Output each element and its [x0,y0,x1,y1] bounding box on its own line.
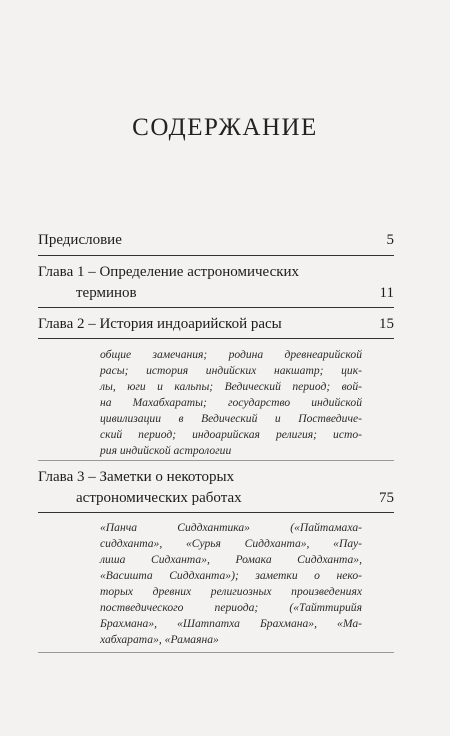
summary-line: хабхарата», «Рамаяна» [100,633,219,646]
toc-entry-page: 15 [379,316,394,332]
toc-entry-chapter-1 [38,262,394,304]
toc-entry-chapter-2 [38,314,394,335]
summary-line: «Панча Сиддхантика» («Пайтамаха- [100,521,362,534]
summary-line: лиша Сидханта», Ромака Сиддханта», [100,553,362,566]
summary-line: торых древних религиозных произведениях [100,585,362,598]
summary-line: рия индийской астрологии [100,444,232,457]
toc-entry-title-continued: астрономических работах [76,490,242,506]
toc-entry-page: 5 [386,232,394,248]
summary-line: постведического периода; («Тайттирийя [100,601,362,614]
summary-line: «Васишта Сиддханта»); заметки о неко- [100,569,362,582]
toc-entry-title: Глава 1 – Определение астрономических [38,264,300,280]
toc-entry-title: Предисловие [38,232,122,248]
divider [38,338,394,339]
summary-line: лы, юги и кальпы; Ведический период; вой- [100,380,362,393]
toc-entry-chapter-3 [38,467,394,509]
summary-line: общие замечания; родина древнеарийской [100,348,362,361]
summary-line: ский период; индоарийская религия; исто- [100,428,362,441]
divider [38,307,394,308]
toc-entry-page: 75 [379,490,394,506]
chapter-2-summary [100,347,362,459]
toc-entry-title: Глава 2 – История индоарийской расы [38,316,282,332]
divider [38,652,394,653]
summary-line: цивилизации в Ведический и Постведиче- [100,412,362,425]
summary-line: расы; история индийских накшатр; цик- [100,364,362,377]
summary-line: Брахмана», «Шатпатха Брахмана», «Ма- [100,617,362,630]
summary-line: на Махабхараты; государство индийской [100,396,362,409]
divider [38,460,394,461]
toc-entry-title-continued: терминов [76,285,137,301]
page-title: СОДЕРЖАНИЕ [132,114,318,141]
summary-line: сиддханта», «Сурья Сиддханта», «Пау- [100,537,362,550]
toc-entry-title: Глава 3 – Заметки о некоторых [38,469,235,485]
divider [38,255,394,256]
toc-entry-page: 11 [379,285,394,301]
toc-entry-preface [38,230,394,251]
divider [38,512,394,513]
chapter-3-summary [100,520,362,648]
